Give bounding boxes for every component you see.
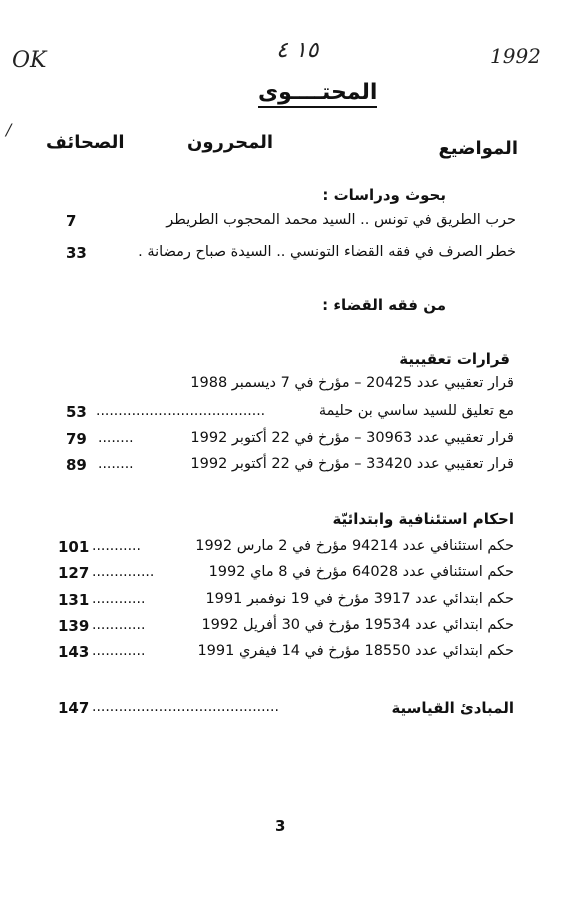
column-header-topics: المواضيع — [438, 138, 518, 159]
entry-page: 127 — [58, 564, 90, 582]
section-heading-research: بحوث ودراسات : — [322, 186, 446, 204]
entry-text: مع تعليق للسيد ساسي بن حليمة — [318, 403, 514, 419]
entry-page: 147 — [58, 699, 90, 717]
entry-text: حكم ابتدائي عدد 19534 مؤرخ في 30 أفريل 1992 — [201, 617, 514, 633]
entry-text: حكم ابتدائي عدد 3917 مؤرخ في 19 نوفمبر 1991 — [205, 591, 514, 607]
entry-text: قرار تعقيبي عدد 30963 – مؤرخ في 22 أكتوبر 1992 — [190, 430, 514, 446]
section-heading-cassation: قرارات تعقيبية — [399, 350, 510, 368]
handwritten-year: 1992 — [490, 44, 541, 68]
handwritten-ok: OK — [12, 48, 47, 73]
leader-dots: ........ — [98, 456, 134, 472]
leader-dots: ............ — [92, 591, 146, 607]
list-item — [66, 212, 516, 234]
section-heading-judgements: احكام استئنافية وابتدائيّة — [332, 510, 514, 528]
leader-dots: .............. — [92, 564, 155, 580]
entry-page: 131 — [58, 591, 90, 609]
page-number: 3 — [275, 817, 286, 835]
leader-dots: ............ — [92, 617, 146, 633]
entry-text: خطر الصرف في فقه القضاء التونسي .. السيدة صباح رمضانة . — [138, 244, 516, 260]
page-title: المحتــــوى — [258, 80, 377, 108]
entry-page: 33 — [66, 244, 87, 262]
section-heading-jurisprudence: من فقه القضاء : — [322, 296, 446, 314]
entry-page: 143 — [58, 643, 90, 661]
entry-page: 139 — [58, 617, 90, 635]
column-header-pages: الصحائف — [46, 132, 125, 153]
entry-text: حرب الطريق في تونس .. السيد محمد المحجوب الطريطر — [166, 212, 516, 228]
entry-page: 101 — [58, 538, 90, 556]
handwritten-number: ١٥ ٤ — [276, 38, 319, 63]
entry-text: قرار تعقيبي عدد 20425 – مؤرخ في 7 ديسمبر 1988 — [190, 375, 514, 391]
entry-text: قرار تعقيبي عدد 33420 – مؤرخ في 22 أكتوبر 1992 — [190, 456, 514, 472]
entry-page: 89 — [66, 456, 87, 474]
leader-dots: ........ — [98, 430, 134, 446]
entry-page: 53 — [66, 403, 87, 421]
entry-page: 7 — [66, 212, 77, 230]
entry-page: 79 — [66, 430, 87, 448]
list-item — [90, 244, 516, 266]
leader-dots: .......................................... — [92, 699, 279, 715]
entry-text: حكم ابتدائي عدد 18550 مؤرخ في 14 فيفري 1991 — [197, 643, 514, 659]
leader-dots: ...................................... — [96, 403, 266, 419]
entry-text: حكم استئنافي عدد 64028 مؤرخ في 8 ماي 1992 — [208, 564, 514, 580]
section-heading-principles: المبادئ القياسية — [391, 699, 514, 717]
handwritten-mark: / — [6, 120, 12, 139]
column-header-editors: المحررون — [187, 132, 274, 153]
leader-dots: ............ — [92, 643, 146, 659]
leader-dots: ........... — [92, 538, 141, 554]
entry-text: حكم استئنافي عدد 94214 مؤرخ في 2 مارس 1992 — [195, 538, 514, 554]
